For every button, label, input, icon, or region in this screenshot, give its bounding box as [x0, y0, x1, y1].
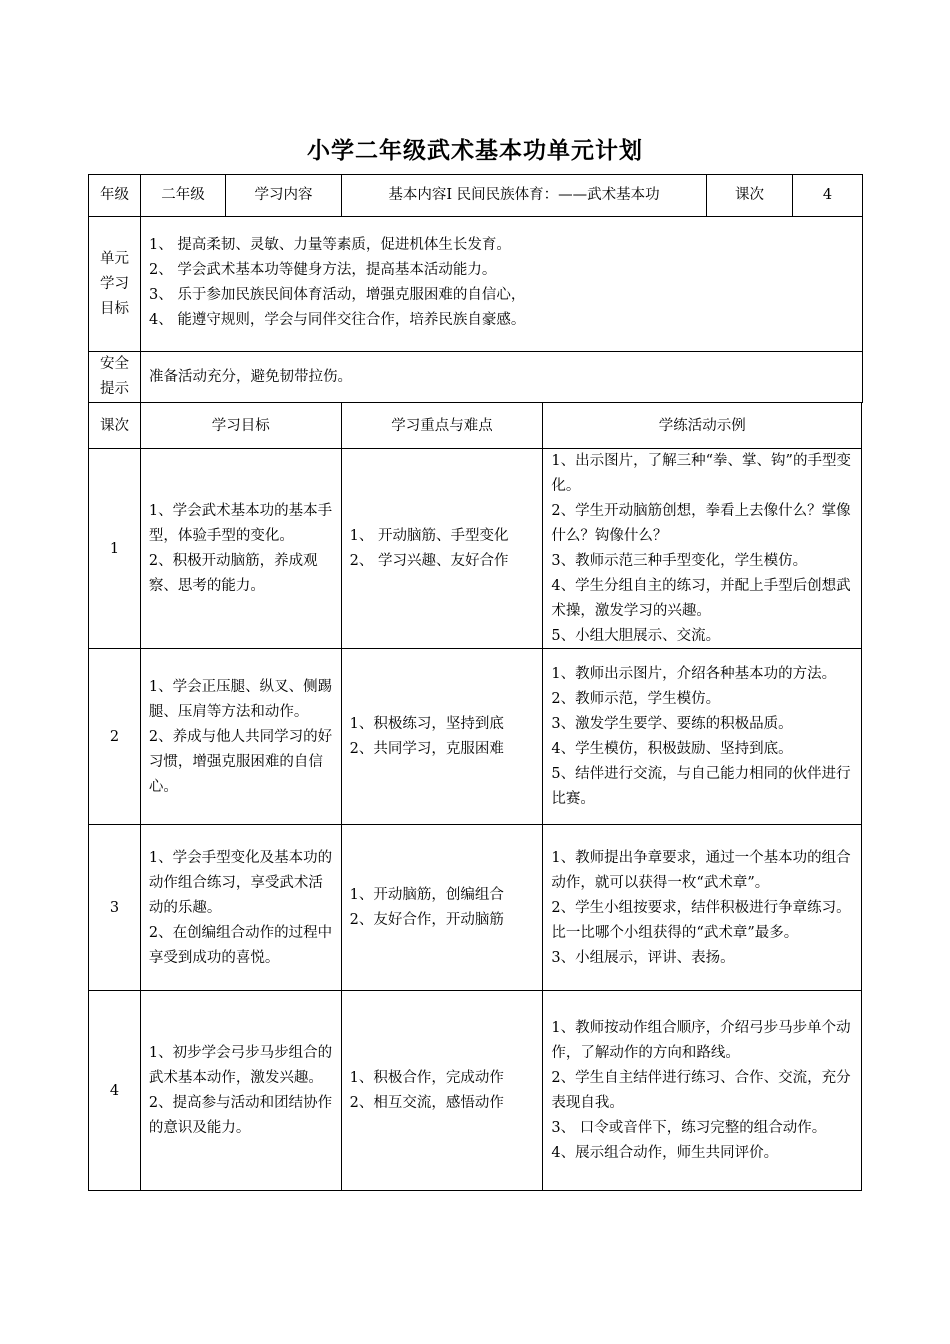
grade-value: 二年级 [141, 175, 226, 217]
lesson-row [88, 649, 862, 825]
lesson-number: 4 [89, 991, 141, 1191]
lesson-activity: 4、展示组合动作，师生共同评价。 [551, 1145, 779, 1161]
objective-item: 3、 乐于参加民族民间体育活动，增强克服困难的自信心， [149, 287, 526, 303]
content-value: 基本内容Ⅰ 民间民族体育：——武术基本功 [342, 175, 707, 217]
lesson-activity: 3、教师示范三种手型变化，学生模仿。 [551, 553, 808, 569]
lesson-row [88, 991, 862, 1191]
lesson-focus: 1、开动脑筋，创编组合 [349, 887, 504, 903]
header-row [89, 175, 863, 217]
col-focus: 学习重点与难点 [342, 403, 544, 450]
objectives-row [89, 217, 863, 352]
lesson-row [88, 449, 862, 649]
lesson-activity: 4、学生分组自主的练习，并配上手型后创想武术操，激发学习的兴趣。 [551, 578, 851, 619]
lesson-goal-cell [141, 449, 342, 649]
content-label: 学习内容 [226, 175, 342, 217]
lesson-goal: 1、学会手型变化及基本功的动作组合练习，享受武术活动的乐趣。 [148, 849, 333, 916]
lesson-focus: 1、积极练习，坚持到底 [349, 716, 504, 732]
col-activity: 学练活动示例 [543, 403, 862, 450]
objective-item: 4、 能遵守规则，学会与同伴交往合作，培养民族自豪感。 [149, 312, 526, 328]
lessons-label: 课次 [707, 175, 793, 217]
objective-item: 1、 提高柔韧、灵敏、力量等素质，促进机体生长发育。 [149, 237, 511, 253]
lesson-goal-cell [141, 649, 342, 825]
lesson-focus: 2、共同学习，克服困难 [349, 741, 504, 757]
lesson-number: 2 [89, 649, 141, 825]
col-lesson: 课次 [89, 403, 141, 450]
lesson-activity: 1、教师出示图片，介绍各种基本功的方法。 [551, 666, 837, 682]
col-goal: 学习目标 [141, 403, 342, 450]
lesson-focus-cell [342, 991, 544, 1191]
lesson-activity: 1、教师提出争章要求，通过一个基本功的组合动作，就可以获得一枚“武术章”。 [551, 849, 851, 891]
lesson-focus: 2、友好合作，开动脑筋 [349, 912, 504, 928]
lesson-activity-cell [543, 825, 862, 991]
lesson-focus: 1、积极合作，完成动作 [349, 1070, 504, 1086]
unit-plan-table [88, 174, 863, 403]
safety-text: 准备活动充分，避免韧带拉伤。 [141, 352, 863, 403]
lesson-focus: 2、相互交流，感悟动作 [349, 1095, 504, 1111]
lesson-activity: 1、出示图片，了解三种“拳、掌、钩”的手型变化。 [551, 453, 851, 494]
safety-label: 安全 提示 [89, 352, 141, 403]
lesson-focus: 2、 学习兴趣、友好合作 [349, 553, 509, 569]
objectives-label: 单元 学习 目标 [89, 217, 141, 352]
lessons-value: 4 [793, 175, 863, 217]
lesson-focus-cell [342, 649, 544, 825]
lesson-goal: 1、初步学会弓步马步组合的武术基本动作，激发兴趣。 [148, 1045, 333, 1086]
lesson-activity-cell [543, 449, 862, 649]
lesson-goal-cell [141, 991, 342, 1191]
columns-header-row [88, 402, 862, 449]
lesson-goal: 2、提高参与活动和团结协作的意识及能力。 [148, 1095, 333, 1136]
lesson-activity: 2、学生小组按要求，结伴积极进行争章练习。比一比哪个小组获得的“武术章”最多。 [551, 899, 851, 941]
lesson-activity: 2、学生自主结伴进行练习、合作、交流，充分表现自我。 [551, 1070, 851, 1111]
lesson-activity: 2、学生开动脑筋创想，拳看上去像什么？掌像什么？钩像什么？ [551, 503, 851, 544]
lesson-activity: 3、 口令或音伴下，练习完整的组合动作。 [551, 1120, 827, 1136]
lesson-activity: 4、学生模仿，积极鼓励、坚持到底。 [551, 741, 793, 757]
lesson-goal-cell [141, 825, 342, 991]
lesson-activity-cell [543, 649, 862, 825]
lesson-goal: 2、在创编组合动作的过程中享受到成功的喜悦。 [148, 924, 333, 966]
lesson-goal: 1、学会武术基本功的基本手型，体验手型的变化。 [148, 503, 333, 544]
lesson-activity: 5、结伴进行交流，与自己能力相同的伙伴进行比赛。 [551, 766, 851, 807]
lesson-goal: 2、积极开动脑筋，养成观察、思考的能力。 [148, 553, 318, 594]
lesson-focus-cell [342, 449, 544, 649]
lesson-row [88, 825, 862, 991]
lesson-focus: 1、 开动脑筋、手型变化 [349, 528, 509, 544]
lesson-activity-cell [543, 991, 862, 1191]
grade-label: 年级 [89, 175, 141, 217]
lesson-activity: 1、教师按动作组合顺序，介绍弓步马步单个动作，了解动作的方向和路线。 [551, 1020, 851, 1061]
lesson-goal: 2、养成与他人共同学习的好习惯，增强克服困难的自信心。 [148, 728, 333, 795]
lesson-focus-cell [342, 825, 544, 991]
lesson-number: 1 [89, 449, 141, 649]
lesson-grid [88, 402, 862, 1191]
lesson-number: 3 [89, 825, 141, 991]
lesson-activity: 3、小组展示，评讲、表扬。 [551, 949, 735, 966]
objectives-list [141, 217, 863, 352]
lesson-activity: 2、教师示范，学生模仿。 [551, 691, 721, 707]
objective-item: 2、 学会武术基本功等健身方法，提高基本活动能力。 [149, 262, 497, 278]
page-title: 小学二年级武术基本功单元计划 [307, 138, 643, 164]
safety-row [89, 352, 863, 403]
lesson-activity: 5、小组大胆展示、交流。 [551, 628, 721, 644]
lesson-goal: 1、学会正压腿、纵叉、侧踢腿、压肩等方法和动作。 [148, 678, 333, 720]
lesson-activity: 3、激发学生要学、要练的积极品质。 [551, 716, 793, 732]
